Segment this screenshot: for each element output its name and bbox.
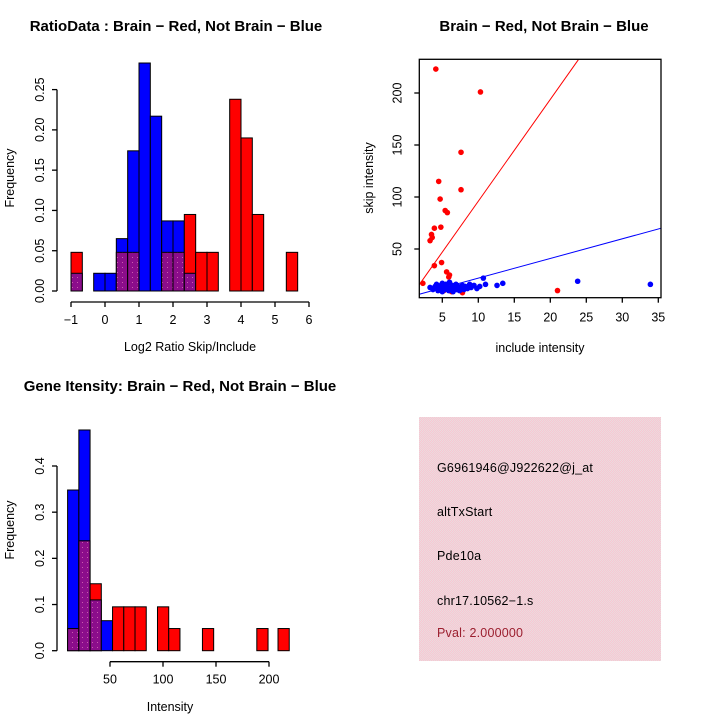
histogram-overlap-bar — [173, 252, 184, 291]
fit-lines-group — [419, 60, 661, 295]
histogram-overlap-bar — [71, 273, 82, 291]
x-axis-tick-label: 20 — [543, 310, 558, 325]
histogram-bar — [278, 629, 289, 651]
x-axis-label: include intensity — [495, 341, 585, 355]
scatter-point-brain — [458, 187, 464, 193]
x-axis-tick-label: 50 — [103, 672, 117, 687]
y-axis-tick-label: 0.00 — [33, 278, 47, 304]
x-axis-tick-label: −1 — [63, 313, 79, 327]
y-axis-label: Frequency — [3, 148, 17, 208]
histogram-bar — [157, 607, 168, 651]
scatter-point-notbrain — [483, 282, 489, 288]
y-axis-tick-label: 200 — [390, 82, 405, 104]
intensity-scatter-panel — [360, 0, 720, 360]
x-axis-label: Log2 Ratio Skip/Include — [123, 340, 257, 354]
panel-title: Gene Itensity: Brain − Red, Not Brain − Blue — [23, 378, 337, 395]
histogram-bar — [68, 490, 79, 651]
histogram-bar — [241, 138, 252, 291]
y-axis-label: Frequency — [3, 500, 17, 560]
scatter-point-brain — [420, 281, 426, 287]
scatter-point-brain — [433, 66, 439, 72]
info-box — [419, 417, 661, 661]
scatter-point-notbrain — [575, 278, 581, 284]
histogram-bar — [139, 63, 150, 291]
y-axis-tick-label: 0.25 — [33, 77, 47, 102]
histogram-overlap-bar — [184, 273, 195, 291]
histogram-bar — [94, 273, 105, 291]
x-axis-tick-label: 30 — [615, 310, 630, 325]
histogram-bar — [113, 607, 124, 651]
x-axis-tick-label: 0 — [101, 313, 109, 327]
histogram-overlap-bar — [128, 252, 139, 291]
histogram-bar — [101, 621, 112, 651]
notbrain-fit-line — [419, 228, 661, 294]
y-axis-tick-label: 0.1 — [33, 595, 47, 614]
histogram-bar — [135, 607, 146, 651]
histogram-overlap-bar — [68, 629, 79, 651]
scatter-point-brain — [427, 238, 433, 244]
histogram-bar — [196, 252, 207, 291]
y-axis-tick-label: 100 — [390, 186, 405, 208]
plot-box — [419, 59, 661, 297]
histogram-bar — [230, 99, 241, 291]
y-axis-tick-label: 0.3 — [33, 503, 47, 521]
y-axis-tick-label: 0.4 — [33, 457, 47, 475]
chromosome-location-text: chr17.10562−1.s — [437, 594, 534, 608]
pval-text: Pval: 2.000000 — [437, 626, 524, 640]
scatter-point-notbrain — [477, 284, 483, 290]
histogram-bar — [105, 273, 116, 291]
histogram-bar — [150, 116, 161, 291]
y-axis-tick-label: 150 — [390, 134, 405, 156]
scatter-point-notbrain — [500, 281, 506, 287]
scatter-point-brain — [555, 288, 561, 294]
scatter-point-brain — [437, 196, 443, 202]
scatter-point-brain — [478, 89, 484, 95]
histogram-bar — [286, 252, 297, 291]
probe-id-text: G6961946@J922622@j_at — [437, 461, 594, 475]
histogram-bar — [124, 607, 135, 651]
y-axis-tick-label: 50 — [390, 242, 405, 256]
histogram-overlap-bar — [116, 252, 127, 291]
gene-name-text: Pde10a — [437, 549, 482, 563]
histogram-bar — [252, 214, 263, 291]
x-axis-tick-label: 5 — [271, 313, 279, 327]
x-axis-tick-label: 25 — [579, 310, 594, 325]
scatter-point-brain — [445, 210, 451, 216]
y-axis-label: skip intensity — [362, 142, 376, 214]
scatter-point-brain — [439, 260, 445, 266]
histogram-overlap-bar — [90, 600, 101, 651]
x-axis-tick-label: 150 — [205, 672, 227, 687]
histogram-overlap-bar — [79, 541, 90, 651]
x-axis-tick-label: 1 — [135, 313, 143, 327]
histogram-bar — [202, 629, 213, 651]
x-axis-tick-label: 3 — [203, 313, 211, 327]
y-axis-tick-label: 0.20 — [33, 117, 47, 143]
scatter-point-brain — [458, 149, 464, 155]
x-axis-tick-label: 100 — [152, 672, 174, 687]
histogram-bar — [257, 629, 268, 651]
panel-title: RatioData : Brain − Red, Not Brain − Blue — [29, 18, 323, 35]
x-axis-tick-label: 2 — [169, 313, 177, 327]
x-axis-tick-label: 200 — [258, 672, 280, 687]
gene-intensity-histogram-panel — [0, 360, 360, 720]
y-axis-tick-label: 0.0 — [33, 642, 47, 660]
x-axis-tick-label: 15 — [507, 310, 522, 325]
histogram-bar — [169, 629, 180, 651]
x-axis-tick-label: 4 — [237, 313, 245, 327]
y-axis-tick-label: 0.2 — [33, 549, 47, 568]
y-axis-tick-label: 0.10 — [33, 198, 47, 223]
panel-title: Brain − Red, Not Brain − Blue — [439, 18, 649, 35]
scatter-point-brain — [436, 179, 442, 185]
y-axis-tick-label: 0.05 — [33, 238, 47, 263]
x-axis-tick-label: 35 — [651, 310, 666, 325]
splice-type-text: altTxStart — [437, 505, 493, 519]
scatter-point-notbrain — [648, 282, 654, 288]
histogram-overlap-bar — [162, 252, 173, 291]
scatter-point-notbrain — [494, 283, 500, 289]
scatter-point-brain — [438, 224, 444, 230]
x-axis-tick-label: 5 — [438, 310, 446, 325]
x-axis-tick-label: 6 — [305, 313, 313, 327]
scatter-point-brain — [446, 274, 452, 280]
ratio-histogram-panel — [0, 0, 360, 360]
scatter-point-brain — [432, 225, 438, 231]
brain-fit-line — [419, 60, 578, 285]
x-axis-tick-label: 10 — [471, 310, 486, 325]
x-axis-label: Intensity — [146, 700, 194, 714]
y-axis-tick-label: 0.15 — [33, 157, 47, 183]
histogram-bar — [207, 252, 218, 291]
